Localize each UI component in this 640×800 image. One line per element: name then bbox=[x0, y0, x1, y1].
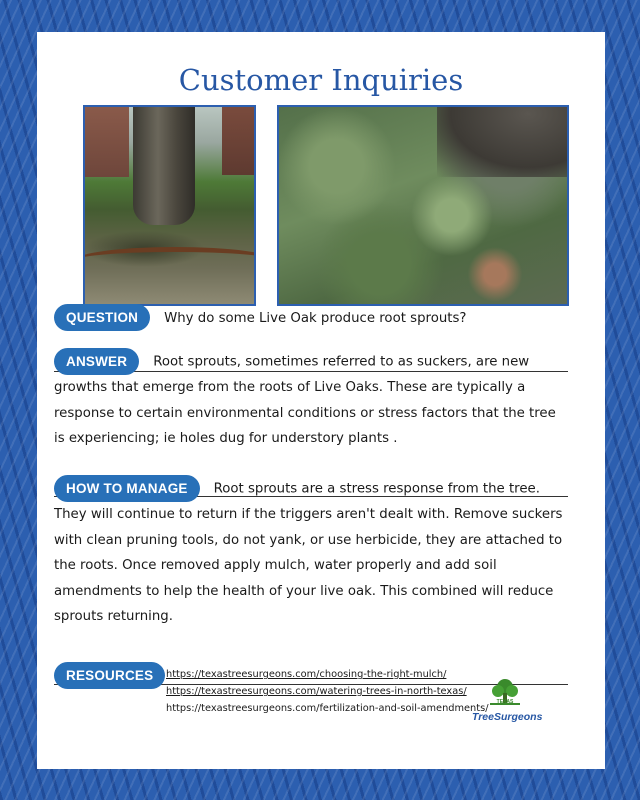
house-brick-wall-right bbox=[222, 107, 254, 175]
answer-label: ANSWER bbox=[54, 348, 139, 375]
oak-trunk-base bbox=[437, 107, 567, 177]
resource-links bbox=[166, 666, 496, 717]
question-label: QUESTION bbox=[54, 304, 150, 331]
question-text: Why do some Live Oak produce root sprouts? bbox=[164, 311, 467, 326]
manage-section bbox=[54, 475, 568, 630]
question-section bbox=[54, 303, 568, 332]
manage-label: HOW TO MANAGE bbox=[54, 475, 200, 502]
page-title: Customer Inquiries bbox=[178, 63, 464, 97]
resource-link-watering[interactable]: https://texastreesurgeons.com/watering-trees-in-north-texas/ bbox=[166, 686, 467, 697]
resource-link-fertilization[interactable]: https://texastreesurgeons.com/fertilization-and-soil-amendments/ bbox=[166, 703, 489, 714]
bed-edging bbox=[83, 247, 256, 274]
logo-name: TreeSurgeons bbox=[472, 711, 543, 723]
house-brick-wall bbox=[85, 107, 129, 177]
root-sprouts-photo bbox=[277, 105, 569, 306]
resource-link-mulch[interactable]: https://texastreesurgeons.com/choosing-the-right-mulch/ bbox=[166, 669, 447, 680]
answer-section bbox=[54, 348, 568, 452]
manage-text: Root sprouts are a stress response from the tree. They will continue to return if the triggers aren't dealt with. Remove suckers with clean pruning tools, do not yank, or use herbicide, they are attached to the roots. Once removed apply mulch, water properly and add soil amendments to help the health of your live oak. This combined will reduce sprouts returning. bbox=[54, 481, 563, 624]
logo-top-text: TEXAS bbox=[496, 699, 514, 705]
resources-label: RESOURCES bbox=[54, 662, 165, 689]
oak-trunk bbox=[133, 107, 195, 225]
answer-text: Root sprouts, sometimes referred to as suckers, are new growths that emerge from the roots of Live Oaks. These are typically a response to certain environmental conditions or stress factors that the tree is experiencing; ie holes dug for understory plants . bbox=[54, 354, 556, 446]
live-oak-trunk-photo bbox=[83, 105, 256, 306]
